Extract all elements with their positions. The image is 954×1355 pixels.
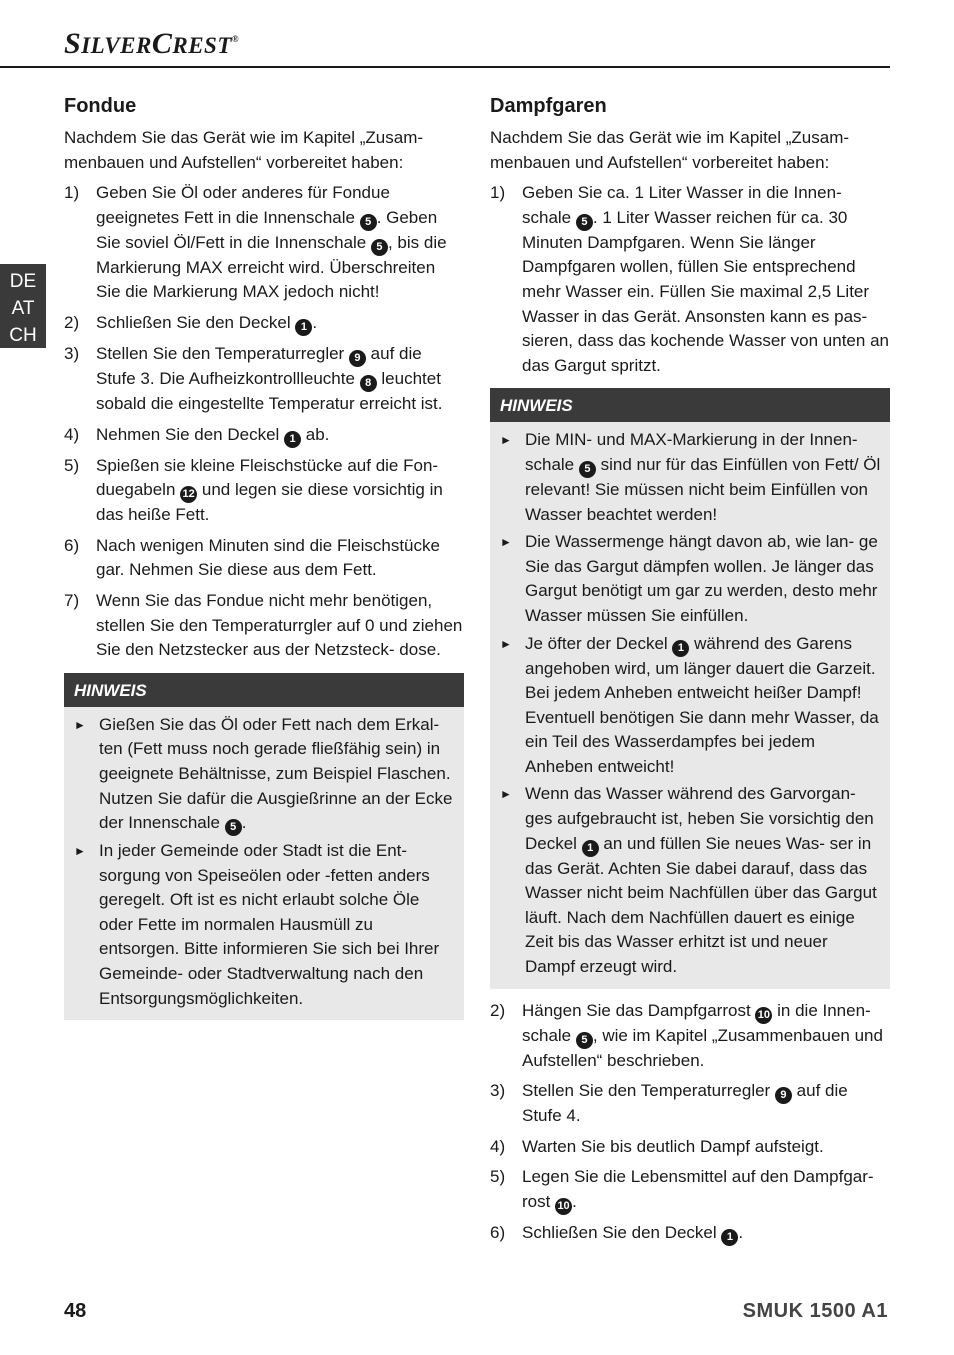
- step-number: 1): [64, 183, 80, 203]
- step-item: [490, 181, 890, 378]
- step-number: 3): [490, 1081, 506, 1101]
- part-number-badge: 8: [360, 375, 377, 392]
- step-item: [490, 999, 890, 1074]
- step-number: 6): [64, 535, 80, 555]
- part-number-badge: 10: [555, 1198, 572, 1215]
- step-item: [490, 1135, 890, 1160]
- note-title: HINWEIS: [490, 388, 890, 422]
- step-number: 4): [490, 1136, 506, 1156]
- note-box: [64, 673, 464, 1021]
- note-text: Die MIN- und MAX-Markierung in der Innen- schale 5 sind nur für das Einfüllen von Fett/ Öl relevant! Sie müssen nicht beim Einfüllen von Wasser beachtet werden!: [525, 430, 881, 524]
- section-title-fondue: Fondue: [64, 95, 137, 117]
- step-item: [64, 534, 464, 583]
- step-item: [64, 423, 464, 448]
- step-number: 3): [64, 343, 80, 363]
- note-list: [490, 422, 890, 988]
- bullet-arrow-icon: ►: [74, 717, 86, 732]
- part-number-badge: 9: [349, 350, 366, 367]
- part-number-badge: 5: [576, 214, 593, 231]
- step-item: [490, 1165, 890, 1215]
- part-number-badge: 1: [284, 431, 301, 448]
- step-item: [64, 311, 464, 336]
- note-title: HINWEIS: [64, 673, 464, 707]
- model-number: SMUK 1500 A1: [742, 1300, 888, 1322]
- lang-at: AT: [11, 298, 35, 319]
- part-number-badge: 12: [180, 486, 197, 503]
- step-number: 6): [490, 1223, 506, 1242]
- part-number-badge: 5: [576, 1032, 593, 1049]
- step-item: [64, 454, 464, 528]
- note-text: In jeder Gemeinde oder Stadt ist die Ent- sorgung von Speiseölen oder -fetten anders geregelt. Oft ist es nicht erlaubt solche Öle oder Fette im normalen Hausmüll zu entsorgen. Bitte informieren Sie sich bei Ihrer Gemeinde- oder Stadtverwaltung nach den Entsorgungsmöglichkeiten.: [99, 841, 440, 1008]
- step-text: Schließen Sie den Deckel 1 .: [522, 1223, 743, 1242]
- intro-text: Nachdem Sie das Gerät wie im Kapitel „Zusam- menbauen und Aufstellen“ vorbereitet haben:: [490, 128, 850, 172]
- step-text: Geben Sie ca. 1 Liter Wasser in die Innen- schale 5 . 1 Liter Wasser reichen für ca. 30 Minuten Dampfgaren. Wenn Sie länger Dampfgaren wollen, füllen Sie entsprechend mehr Wasser ein. Füllen Sie maximal 2,5 Liter Wasser in das Gerät. Ansonsten kann es pas- sieren, dass das kochende Wasser von unten an das Gargut spritzt.: [522, 183, 889, 375]
- bullet-arrow-icon: ►: [500, 787, 512, 802]
- left-column: [64, 92, 464, 1030]
- bullet-arrow-icon: ►: [500, 433, 512, 448]
- part-number-badge: 9: [775, 1087, 792, 1104]
- note-text: Wenn das Wasser während des Garvorgan- ges aufgebraucht ist, heben Sie vorsichtig den Deckel 1 an und füllen Sie neues Was- ser in das Gerät. Achten Sie dabei darauf, dass das Wasser nicht beim Nachfüllen über das Gargut läuft. Nach dem Nachfüllen dauert es einige Zeit bis das Wasser erhitzt ist und neuer Dampf erzeugt wird.: [525, 784, 877, 977]
- step-text: Nach wenigen Minuten sind die Fleischstücke gar. Nehmen Sie diese aus dem Fett.: [96, 535, 440, 580]
- step-item: [490, 1079, 890, 1129]
- step-number: 2): [490, 1000, 506, 1020]
- note-item: [500, 530, 882, 628]
- header-rule: [0, 66, 890, 68]
- note-box: [490, 388, 890, 988]
- step-text: Nehmen Sie den Deckel 1 ab.: [96, 425, 329, 444]
- part-number-badge: 1: [582, 840, 599, 857]
- part-number-badge: 5: [579, 461, 596, 478]
- note-text: Die Wassermenge hängt davon ab, wie lan- ge Sie das Gargut dämpfen wollen. Je länger das Gargut benötigt um gar zu werden, desto mehr Wasser müssen Sie einfüllen.: [525, 532, 878, 625]
- part-number-badge: 1: [672, 640, 689, 657]
- note-text: Gießen Sie das Öl oder Fett nach dem Erkal- ten (Fett muss noch gerade fließfähig sein) in geeignete Behältnisse, zum Beispiel Flaschen. Nutzen Sie dafür die Ausgießrinne an der Ecke der Innenschale 5 .: [99, 715, 452, 832]
- step-text: Hängen Sie das Dampfgarrost 10 in die Innen- schale 5 , wie im Kapitel „Zusammenbauen und Aufstellen“ beschrieben.: [522, 1000, 883, 1070]
- note-item: [500, 428, 882, 527]
- brand-logo: SILVERCREST®: [64, 27, 240, 60]
- part-number-badge: 1: [295, 319, 312, 336]
- part-number-badge: 5: [225, 819, 242, 836]
- step-text: Stellen Sie den Temperaturregler 9 auf die Stufe 4.: [522, 1081, 848, 1126]
- step-number: 5): [64, 455, 80, 475]
- lang-de: DE: [9, 271, 37, 292]
- bullet-arrow-icon: ►: [500, 636, 512, 651]
- note-item: [74, 839, 456, 1011]
- step-text: Legen Sie die Lebensmittel auf den Dampfgar- rost 10 .: [522, 1167, 874, 1211]
- step-number: 1): [490, 183, 506, 203]
- step-list: [490, 181, 890, 378]
- note-item: [500, 782, 882, 979]
- note-item: [74, 713, 456, 836]
- part-number-badge: 1: [721, 1229, 738, 1246]
- step-item: [64, 589, 464, 663]
- step-text: Geben Sie Öl oder anderes für Fondue geeignetes Fett in die Innenschale 5 . Geben Sie soviel Öl/Fett in die Innenschale 5 , bis die Markierung MAX erreicht wird. Überschreiten Sie die Markierung MAX jedoch nicht!: [96, 183, 447, 302]
- note-text: Je öfter der Deckel 1 während des Garens angehoben wird, um länger dauert die Garzeit. Bei jedem Anheben entweicht heißer Dampf! Eventuell benötigen Sie dann mehr Wasser, da ein Teil des Wasserdampfes bei jedem Anheben entweicht!: [525, 633, 879, 776]
- step-item: [490, 1221, 890, 1246]
- intro-text: Nachdem Sie das Gerät wie im Kapitel „Zusam- menbauen und Aufstellen“ vorbereitet haben:: [64, 128, 424, 172]
- step-number: 2): [64, 312, 80, 332]
- page-number: 48: [64, 1300, 87, 1322]
- note-list: [64, 707, 464, 1021]
- step-text: Warten Sie bis deutlich Dampf aufsteigt.: [522, 1136, 824, 1156]
- step-text: Spießen sie kleine Fleischstücke auf die Fon- duegabeln 12 und legen sie diese vorsichtig in das heiße Fett.: [96, 455, 443, 525]
- part-number-badge: 5: [371, 239, 388, 256]
- right-column: [490, 92, 890, 1252]
- step-list: [490, 999, 890, 1246]
- bullet-arrow-icon: ►: [500, 535, 512, 550]
- language-tab: [0, 264, 46, 348]
- step-list: [64, 181, 464, 663]
- step-number: 5): [490, 1167, 506, 1187]
- step-item: [64, 342, 464, 417]
- bullet-arrow-icon: ►: [74, 844, 86, 859]
- step-text: Schließen Sie den Deckel 1 .: [96, 313, 317, 332]
- step-text: Wenn Sie das Fondue nicht mehr benötigen, stellen Sie den Temperaturrgler auf 0 und ziehen Sie den Netzstecker aus der Netzsteck- dose.: [96, 590, 463, 660]
- step-item: [64, 181, 464, 305]
- step-text: Stellen Sie den Temperaturregler 9 auf die Stufe 3. Die Aufheizkontrollleuchte 8 leuchtet sobald die eingestellte Temperatur erreicht ist.: [96, 343, 443, 413]
- lang-ch: CH: [9, 325, 37, 346]
- step-number: 4): [64, 424, 80, 444]
- part-number-badge: 10: [755, 1007, 772, 1024]
- note-item: [500, 632, 882, 780]
- step-number: 7): [64, 590, 80, 610]
- section-title-dampfgaren: Dampfgaren: [490, 95, 607, 117]
- part-number-badge: 5: [360, 214, 377, 231]
